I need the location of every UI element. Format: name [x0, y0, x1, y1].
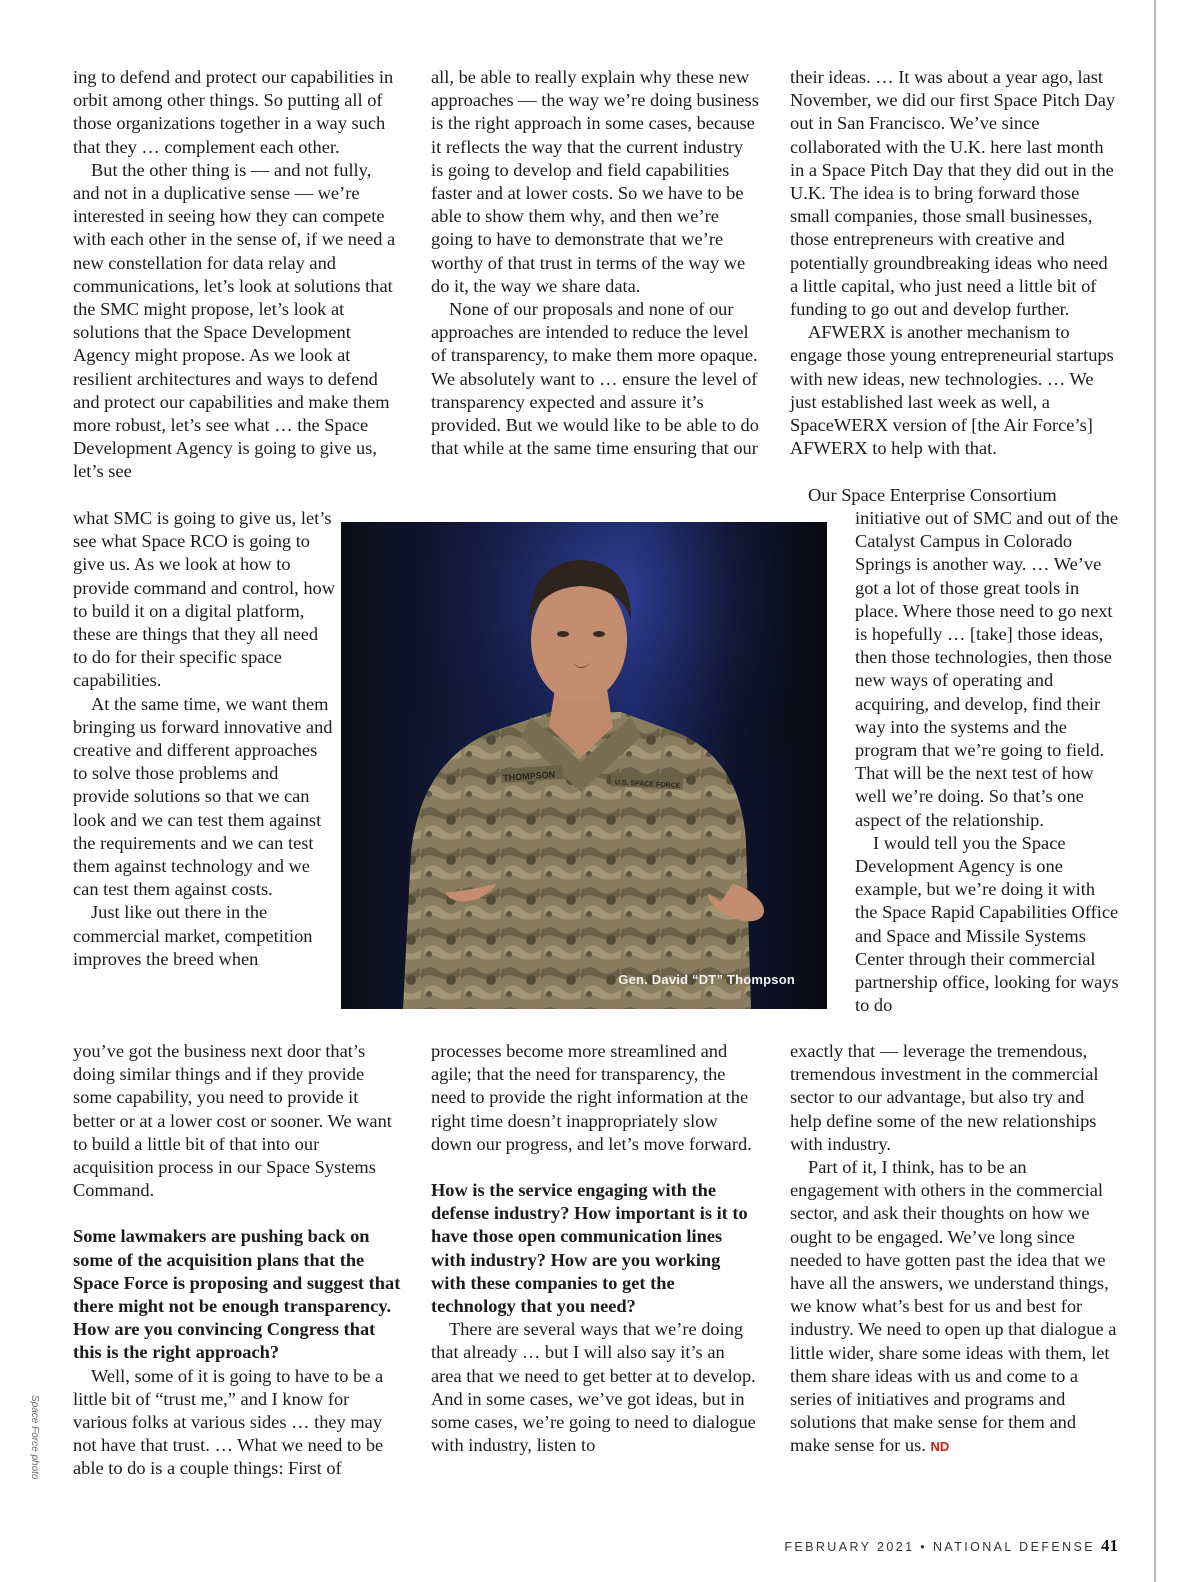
paragraph: their ideas. … It was about a year ago, last November, we did our first Space Pitch Day out in San Francisco. We’ve since collaborated with the U.K. here last month in a Space Pitch Day that they did out in the U.K. The idea is to bring forward those small companies, those small businesses, those entrepreneurs with creative and potentially groundbreaking ideas who need a little capital, who just need a little bit of funding to go out and develop further. — [790, 67, 1116, 320]
photo-caption: Gen. David “DT” Thompson — [618, 972, 795, 987]
page-edge-rule — [1154, 0, 1156, 1582]
paragraph: processes become more streamlined and agile; that the need for transparency, the need to provide the right information at the right time doesn’t inappropriately slow down our progress, and let’s move forward. — [431, 1041, 752, 1154]
paragraph: ing to defend and protect our capabilities in orbit among other things. So putting all of those organizations together in a way such that they … complement each other. — [73, 67, 394, 157]
name-tape-text: THOMPSON — [502, 769, 556, 783]
article-column-3-wrap — [855, 507, 1120, 1017]
paragraph: what SMC is going to give us, let’s see what Space RCO is going to give us. As we look at how to provide command and control, how to build it on a digital platform, these are things that they all need to do for their specific space capabilities. — [73, 508, 336, 691]
paragraph: Well, some of it is going to have to be a little bit of “trust me,” and I know for various folks at various sides … they may not have that trust. … What we need to be able to do is a couple things: First of — [73, 1365, 384, 1479]
paragraph: Our Space Enterprise Consortium — [808, 485, 1057, 505]
branch-tape-text: U.S. SPACE FORCE — [614, 779, 681, 790]
photo-credit — [28, 1395, 42, 1480]
page-footer — [784, 1536, 1118, 1556]
paragraph: exactly that — leverage the tremendous, tremendous investment in the commercial sector to our advantage, but also try and help define some of the new relationships with industry. — [790, 1041, 1099, 1154]
portrait-illustration — [341, 522, 827, 1009]
article-column-1-bottom — [73, 1040, 401, 1481]
article-column-2-bottom — [431, 1040, 759, 1457]
issue-label: FEBRUARY 2021 • NATIONAL DEFENSE — [784, 1540, 1095, 1554]
paragraph: But the other thing is — and not fully, and not in a duplicative sense — we’re interested in seeing how they can compete with each other in the sense of, if we need a new constellation for data relay and communications, let’s look at solutions that the SMC might propose, let’s look at solutions that the Space Development Agency might propose. As we look at resilient architectures and ways to defend and protect our capabilities and make them more robust, let’s see what … the Space Development Agency is going to give us, let’s see — [73, 159, 396, 482]
article-column-3-bottom — [790, 1040, 1118, 1459]
paragraph: There are several ways that we’re doing that already … but I will also say it’s an area that we need to get better at to develop. And in some cases, we’ve got ideas, but in some cases, we’re going to need to dialogue with industry, listen to — [431, 1319, 756, 1456]
interview-question: How is the service engaging with the defense industry? How important is it to have those open communication lines with industry? How are you working with these companies to get the technology that you need? — [431, 1180, 748, 1317]
paragraph: None of our proposals and none of our approaches are intended to reduce the level of transparency, to make them more opaque. We absolutely want to … ensure the level of transparency expected and assure it’s provided. But we would like to be able to do that while at the same time ensuring that our — [431, 299, 759, 459]
end-mark: ND — [930, 1439, 950, 1455]
paragraph: AFWERX is another mechanism to engage those young entrepreneurial startups with new ideas, new technologies. … We just established last week as well, a SpaceWERX version of [the Air Force’s] AFWERX to help with that. — [790, 322, 1114, 459]
paragraph: I would tell you the Space Development Agency is one example, but we’re doing it with the Space Rapid Capabilities Office and Space and Missile Systems Center through their commercial partnership office, looking for ways to do — [855, 832, 1119, 1016]
paragraph: you’ve got the business next door that’s doing similar things and if they provide some capability, you need to provide it better or at a lower cost or sooner. We want to build a little bit of that into our acquisition process in our Space Systems Command. — [73, 1041, 392, 1201]
portrait-photo — [341, 522, 827, 1009]
article-column-3-top — [790, 66, 1118, 460]
paragraph-text: Part of it, I think, has to be an engagement with others in the commercial sector, and ask their thoughts on how we ought to be engaged. We’ve long since needed to have gotten past the idea that we have all the answers, we understand things, we know what’s best for us and best for industry. We need to open up that dialogue a little wider, share some ideas with them, let them share ideas with us and come to a series of initiatives and programs and solutions that make sense for them and make sense for us. — [790, 1157, 1117, 1456]
paragraph: all, be able to really explain why these new approaches — the way we’re doing business is the right approach in some cases, because it reflects the way that the current industry is going to develop and field capabilities faster and at lower costs. So we have to be able to show them why, and then we’re going to have to demonstrate that we’re worthy of that trust in terms of the way we do it, the way we share data. — [431, 67, 759, 296]
article-column-1-top — [73, 66, 401, 484]
paragraph: Just like out there in the commercial market, competition improves the breed when — [73, 902, 313, 969]
article-column-1-wrap — [73, 507, 335, 971]
interview-question: Some lawmakers are pushing back on some of the acquisition plans that the Space Force is proposing and suggest that there might not be enough transparency. How are you convincing Congress that this is the right approach? — [73, 1226, 401, 1363]
article-column-3-wrap-lead — [790, 484, 1118, 507]
paragraph — [790, 1156, 1118, 1459]
page-number: 41 — [1101, 1536, 1118, 1555]
paragraph: initiative out of SMC and out of the Catalyst Campus in Colorado Springs is another way. … We’ve got a lot of those great tools in place. Where those need to go next is hopefully … [take] those ideas, then those technologies, then those new ways of operating and acquiring, and develop, find their way into the systems and the program that we’re going to field. That will be the next test of how well we’re doing. So that’s one aspect of the relationship. — [855, 508, 1119, 830]
article-column-2-top — [431, 66, 759, 460]
photo-credit-text: Space Force photo — [29, 1395, 40, 1480]
paragraph: At the same time, we want them bringing us forward innovative and creative and different approaches to solve those problems and provide solutions so that we can look and we can test them against the requirements and we can test them against technology and we can test them against costs. — [73, 693, 333, 900]
